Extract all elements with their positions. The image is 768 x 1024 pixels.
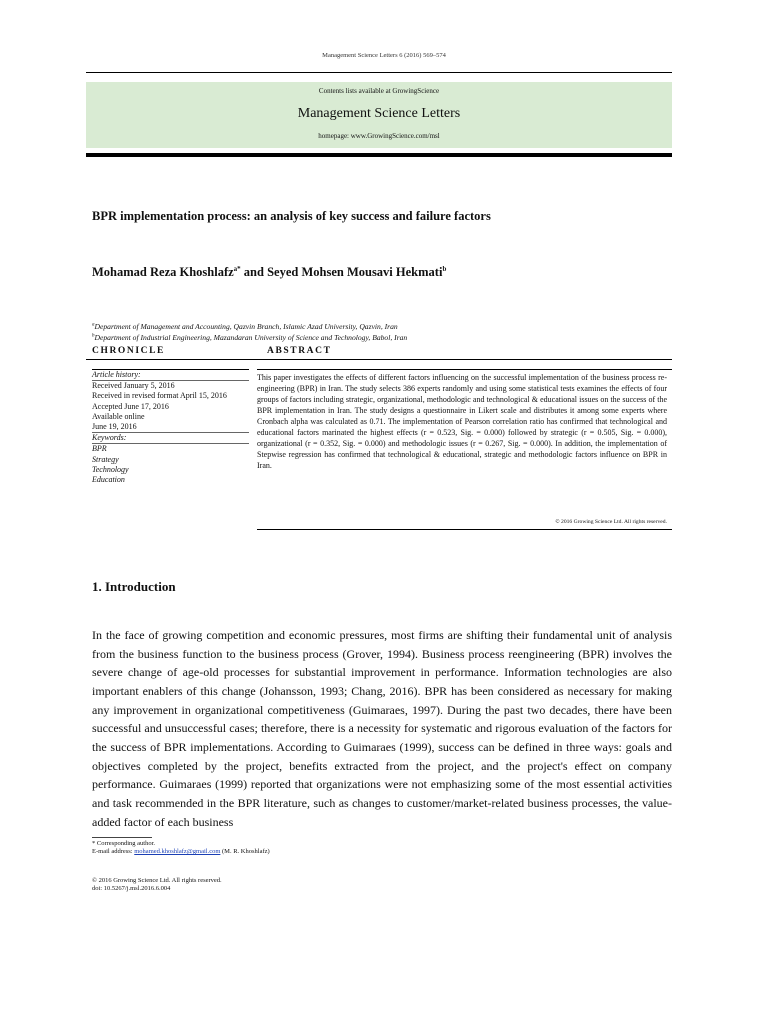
abstract-top-rule	[257, 369, 672, 370]
accepted-date: Accepted June 17, 2016	[92, 401, 169, 411]
journal-name: Management Science Letters	[297, 106, 461, 121]
revised-date: Received in revised format April 15, 2016	[92, 391, 227, 401]
footnote-rule	[92, 837, 152, 838]
labels-rule	[86, 359, 672, 360]
keyword: Technology	[92, 464, 129, 474]
author-1-superscript: a*	[233, 265, 241, 273]
journal-header-box	[86, 82, 672, 148]
abstract-label: ABSTRACT	[267, 346, 332, 356]
keywords-heading: Keywords:	[92, 433, 249, 444]
email-line: E-mail address: mohamed.khoshlafz@gmail.com (M. R. Khoshlafz)	[92, 848, 270, 855]
email-link[interactable]: mohamed.khoshlafz@gmail.com	[134, 848, 221, 855]
journal-homepage: homepage: www.GrowingScience.com/msl	[318, 132, 440, 140]
online-date: June 19, 2016	[92, 422, 249, 433]
intro-paragraph: In the face of growing competition and economic pressures, most firms are shifting their fundamental unit of analysis from the business function to the business process (Grover, 1994). Business process reengineering (BPR) involves the severe change of age-old processes for substantial improvement in performance. Information technologies are also important enablers of this change (Johansson, 1993; Chang, 2016). BPR has been considered as necessary for making any improvement in organizational competitiveness (Guimaraes, 1997). During the past two decades, there have been successful and unsuccessful cases; therefore, there is a necessity for systematic and rigorous evaluation of the factors for the success of BPR implementations. According to Guimaraes (1999), success can be defined in three ways: goals and objectives completed by the project, benefits extracted from the project, and the project's effect on company performance. Guimaraes (1999) reported that organizations were not emphasizing some of the most essential activities and task recommended in the BPR literature, such as changes to customer/market-related business processes, the value-added factor of each business	[92, 628, 672, 829]
section-heading: 1. Introduction	[92, 579, 176, 594]
abstract-bottom-rule	[257, 529, 672, 530]
corresponding-author-note: * Corresponding author.	[92, 840, 156, 847]
author-line	[92, 265, 446, 280]
running-head: Management Science Letters 6 (2016) 569–574	[322, 52, 446, 59]
abstract-copyright: © 2016 Growing Science Ltd. All rights reserved.	[555, 519, 667, 525]
affiliation-b: $^b$Department of Industrial Engineering, Mazandaran University of Science and Technology, Babol, Iran	[92, 333, 408, 342]
keyword: Education	[92, 475, 125, 485]
abstract-text: This paper investigates the effects of different factors influencing on the successful implementation of the business process re-engineering (BPR) in Iran. The study selects 386 experts randomly and using some statistical tests examines the effects of four groups of factors including strategic, organizational, methodologic and technological & educational issues on the success of the BPR implementation in Iran. The study designs a questionnaire in Likert scale and distributes it among some experts where Cronbach alpha was calculated as 0.71. The implementation of Pearson correlation ratio has confirmed that technological and educational factors marinated the highest effects (r = 0.523, Sig. = 0.000) followed by strategic (r = 0.505, Sig. = 0.000), organizational (r = 0.352, Sig. = 0.000) and methodologic issues (r = 0.267, Sig. = 0.000). In addition, the implementation of Stepwise regression has confirmed that technological & educational, strategic and methodologic factors influence on BPR in Iran.	[257, 373, 667, 470]
thick-rule	[86, 153, 672, 157]
keyword: Strategy	[92, 454, 119, 464]
footnote	[92, 840, 270, 856]
affiliation-a: $^a$Department of Management and Accounting, Qazvin Branch, Islamic Azad University, Qazvin, Iran	[92, 322, 398, 331]
keyword: BPR	[92, 444, 107, 454]
received-date: Received January 5, 2016	[92, 381, 175, 391]
chronicle-label: CHRONICLE	[92, 346, 165, 356]
paper-title: BPR implementation process: an analysis of key success and failure factors	[92, 209, 491, 223]
footer-copyright: © 2016 Growing Science Ltd. All rights reserved.	[92, 877, 222, 884]
author-2-superscript: b	[442, 265, 447, 273]
online-label: Available online	[92, 411, 145, 421]
page-footer	[92, 877, 222, 893]
article-info-panel	[92, 370, 249, 485]
author-2: Seyed Mohsen Mousavi Hekmati	[267, 265, 443, 280]
footer-doi: doi: 10.5267/j.msl.2016.6.004	[92, 885, 171, 892]
author-connector: and	[240, 265, 268, 280]
contents-line: Contents lists available at GrowingScience	[318, 87, 440, 95]
top-rule	[86, 72, 672, 73]
article-history-heading: Article history:	[92, 370, 249, 381]
author-1: Mohamad Reza Khoshlafz	[92, 265, 234, 280]
